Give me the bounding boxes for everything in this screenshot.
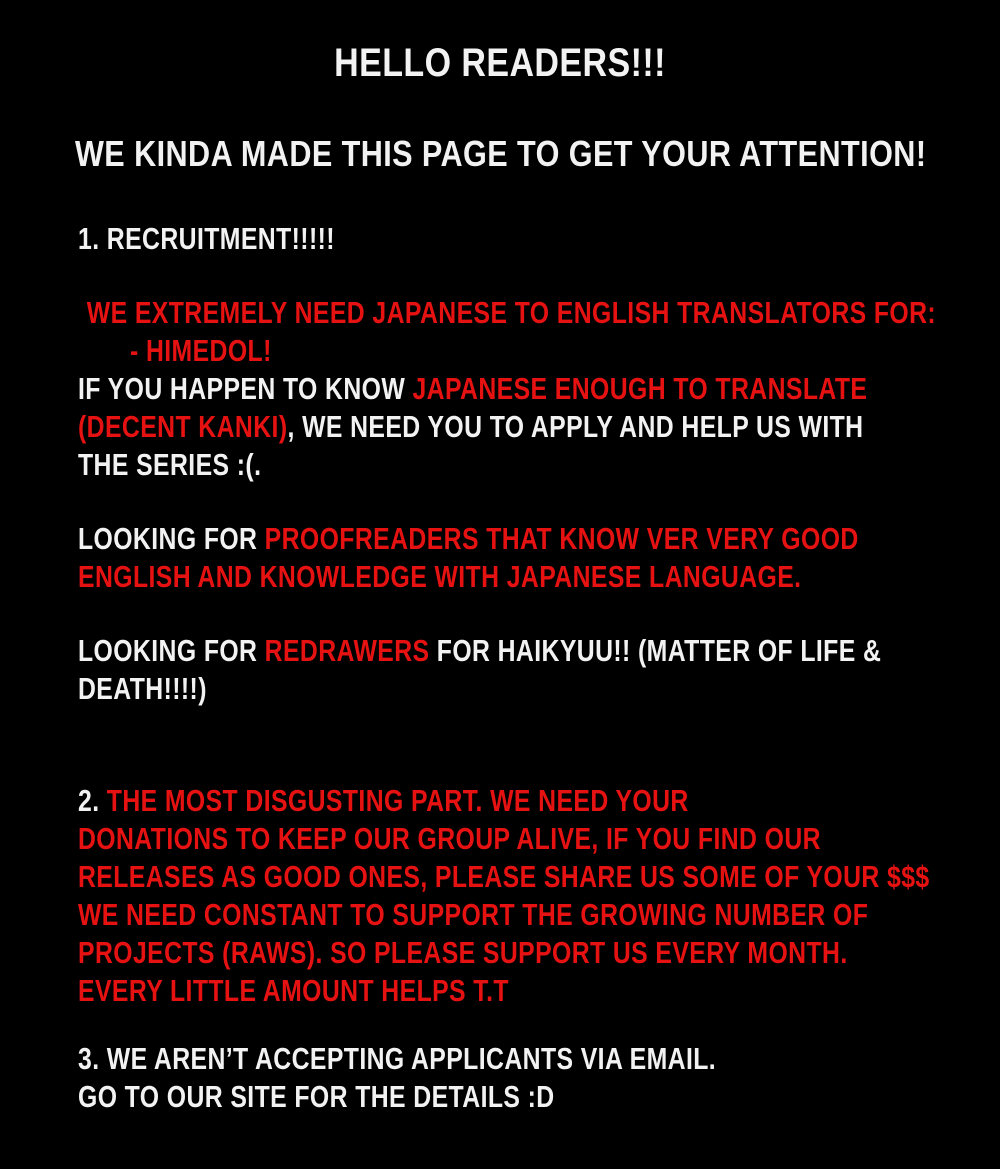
text-segment-white: , WE NEED YOU TO APPLY AND HELP US WITH xyxy=(287,409,864,444)
text-segment-white: DEATH!!!!) xyxy=(78,671,207,706)
text-line xyxy=(78,820,821,858)
text-segment-red: REDRAWERS xyxy=(264,633,430,668)
text-segment-white: LOOKING FOR xyxy=(78,633,265,668)
text-line xyxy=(78,632,882,670)
text-line xyxy=(78,858,930,896)
text-line xyxy=(78,896,869,934)
text-segment-red: JAPANESE ENOUGH TO TRANSLATE xyxy=(412,371,868,406)
text-segment-red: RELEASES AS GOOD ONES, PLEASE SHARE US SOME OF YOUR $$$ xyxy=(78,859,930,894)
text-line xyxy=(78,294,937,332)
text-line xyxy=(78,370,868,408)
text-line xyxy=(78,782,816,820)
text-segment-red: (DECENT KANKI) xyxy=(78,409,288,444)
page-title xyxy=(0,41,1000,85)
section-1-translators xyxy=(78,294,1000,484)
text-line xyxy=(78,1040,816,1078)
text-line xyxy=(78,520,859,558)
section-1-redrawers xyxy=(78,632,1000,708)
section-1-proofreaders xyxy=(78,520,1000,596)
text-segment-white: 3. WE AREN’T ACCEPTING APPLICANTS VIA EMAIL. xyxy=(78,1041,717,1076)
text-segment-red: PROJECTS (RAWS). SO PLEASE SUPPORT US EVERY MONTH. xyxy=(78,935,848,970)
text-segment-white: 1. RECRUITMENT!!!!! xyxy=(78,221,335,256)
text-segment-red: WE EXTREMELY NEED JAPANESE TO ENGLISH TRANSLATORS FOR: xyxy=(86,295,937,330)
section-2-donations xyxy=(78,782,1000,1010)
text-segment-white: WE KINDA MADE THIS PAGE TO GET YOUR ATTENTION! xyxy=(75,133,927,174)
text-line xyxy=(78,934,848,972)
text-line xyxy=(78,220,816,258)
text-line xyxy=(78,670,816,708)
text-segment-white: FOR HAIKYUU!! (MATTER OF LIFE & xyxy=(429,633,882,668)
text-line xyxy=(78,408,864,446)
text-segment-white: IF YOU HAPPEN TO KNOW xyxy=(78,371,413,406)
text-segment-red: - HIMEDOL! xyxy=(130,333,272,368)
text-line xyxy=(78,972,816,1010)
text-segment-white: HELLO READERS!!! xyxy=(334,41,666,85)
text-line xyxy=(78,332,816,370)
text-segment-red: DONATIONS TO KEEP OUR GROUP ALIVE, IF YOU FIND OUR xyxy=(78,821,821,856)
text-segment-red: THE MOST DISGUSTING PART. WE NEED YOUR xyxy=(106,783,689,818)
section-3-apply-info xyxy=(78,1040,1000,1116)
text-line xyxy=(75,41,925,85)
text-line xyxy=(78,446,816,484)
text-segment-red: ENGLISH AND KNOWLEDGE WITH JAPANESE LANGUAGE. xyxy=(78,559,802,594)
text-segment-white: 2. xyxy=(78,783,107,818)
text-segment-white: THE SERIES :(. xyxy=(78,447,262,482)
text-segment-white: GO TO OUR SITE FOR THE DETAILS :D xyxy=(78,1079,555,1114)
text-segment-red: WE NEED CONSTANT TO SUPPORT THE GROWING NUMBER OF xyxy=(78,897,869,932)
text-segment-white: LOOKING FOR xyxy=(78,521,265,556)
text-line xyxy=(75,133,925,175)
text-line xyxy=(78,558,816,596)
text-segment-red: EVERY LITTLE AMOUNT HELPS T.T xyxy=(78,973,509,1008)
text-line xyxy=(78,1078,816,1116)
text-segment-red: PROOFREADERS THAT KNOW VER VERY GOOD xyxy=(264,521,859,556)
section-1-heading xyxy=(78,220,1000,258)
page-subtitle xyxy=(0,133,1000,175)
